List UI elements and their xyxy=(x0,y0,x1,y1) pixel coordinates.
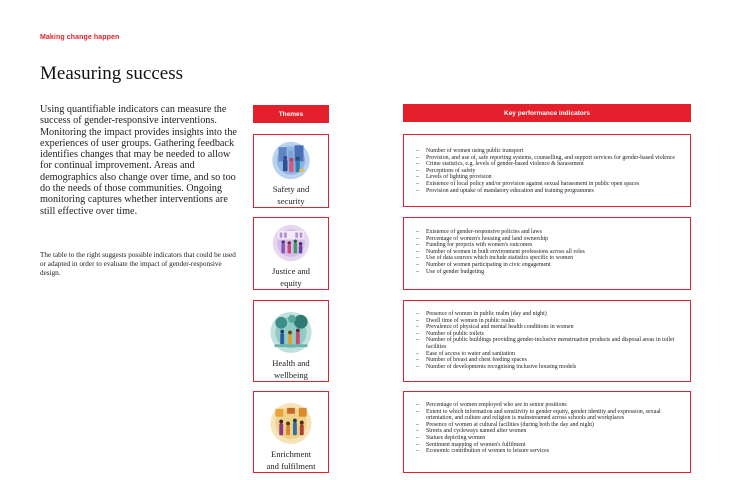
kpi-item: – Streets and cycleways named after women xyxy=(416,428,684,435)
kpi-item: – Economic contribution of women to leisure services xyxy=(416,448,684,455)
theme-cell-health xyxy=(253,300,329,382)
kpi-column-header: Key performance indicators xyxy=(403,104,691,122)
kpi-item: – Prevalence of physical and mental health conditions in women xyxy=(416,324,684,331)
kpi-item: – Number of women using public transport xyxy=(416,148,684,155)
theme-label-enrichment: Enrichment and fulfilment xyxy=(266,449,316,471)
theme-cell-justice xyxy=(253,217,329,290)
kpi-item: – Funding for projects with women's outcomes xyxy=(416,242,684,249)
kpi-item: – Presence of women in public realm (day and night) xyxy=(416,311,684,318)
kpi-item: – Ease of access to water and sanitation xyxy=(416,351,684,358)
kpi-list-enrichment xyxy=(416,402,684,455)
kpi-list-safety xyxy=(416,148,684,194)
kpi-item: – Percentage of women's housing and land ownership xyxy=(416,236,684,243)
health-illustration-icon xyxy=(268,310,314,355)
kpi-item: – Dwell time of women in public realm xyxy=(416,318,684,325)
theme-label-health: Health and wellbeing xyxy=(272,358,310,380)
theme-label-justice: Justice and equity xyxy=(272,266,310,288)
kpi-cell-enrichment xyxy=(403,391,691,473)
kpi-item: – Number of public buildings providing gender-inclusive menstruation products and disposal areas in toilet facilities xyxy=(416,337,684,350)
kpi-item: – Use of data sources which include statistics specific to women xyxy=(416,255,684,262)
theme-cell-safety xyxy=(253,134,329,208)
kpi-item: – Number of public toilets xyxy=(416,331,684,338)
enrichment-illustration-icon xyxy=(268,401,314,446)
kpi-item: – Use of gender budgeting xyxy=(416,269,684,276)
kpi-list-justice xyxy=(416,229,684,275)
safety-illustration-icon xyxy=(268,140,314,181)
kpi-list-health xyxy=(416,311,684,370)
theme-label-safety: Safety and security xyxy=(272,184,310,206)
kpi-item: – Presence of women at cultural facilities (during both the day and night) xyxy=(416,422,684,429)
kpi-item: – Extent to which information and sensitivity to gender equity, gender identity and expression, sexual orientation, and culture and religion is mainstreamed across schools and workplaces xyxy=(416,409,684,422)
kpi-cell-health xyxy=(403,300,691,382)
kpi-item: – Provision, and use of, safe reporting systems, counselling, and support services for gender-based violence xyxy=(416,155,684,162)
kpi-item: – Crime statistics, e.g. levels of gender-based violence & harassment xyxy=(416,161,684,168)
kpi-cell-safety xyxy=(403,134,691,207)
themes-column-header: Themes xyxy=(253,105,329,123)
table-note: The table to the right suggests possible indicators that could be used or adapted in order to evaluate the impact of gender-responsive design. xyxy=(40,251,236,278)
kpi-item: – Sentiment mapping of women's fulfilment xyxy=(416,442,684,449)
page-title: Measuring success xyxy=(40,63,183,84)
kpi-item: – Statues depicting women xyxy=(416,435,684,442)
kpi-item: – Number of women participating in civic engagement xyxy=(416,262,684,269)
justice-illustration-icon xyxy=(268,223,314,263)
intro-paragraph: Using quantifiable indicators can measure the success of gender-responsive interventions. Monitoring the impact provides insights into the experiences of user groups. Gathering feedback identifies changes that may be needed to allow for continual improvement. Areas and demographics also change over time, and so too do the needs of those communities. Ongoing monitoring captures whether interventions are still effective over time. xyxy=(40,104,237,217)
kpi-item: – Levels of lighting provision xyxy=(416,174,684,181)
kpi-item: – Provision and uptake of mandatory education and training programmes xyxy=(416,188,684,195)
kpi-item: – Existence of gender-responsive policies and laws xyxy=(416,229,684,236)
kpi-item: – Number of breast and chest feeding spaces xyxy=(416,357,684,364)
kpi-item: – Existence of local policy and/or provision against sexual harassment in public open spaces xyxy=(416,181,684,188)
kpi-item: – Number of women in built environment professions across all roles xyxy=(416,249,684,256)
kpi-cell-justice xyxy=(403,217,691,290)
kpi-item: – Number of developments recognising inclusive housing models xyxy=(416,364,684,371)
section-kicker: Making change happen xyxy=(40,34,120,41)
kpi-item: – Percentage of women employed who are in senior positions xyxy=(416,402,684,409)
theme-cell-enrichment xyxy=(253,391,329,473)
kpi-item: – Perceptions of safety xyxy=(416,168,684,175)
